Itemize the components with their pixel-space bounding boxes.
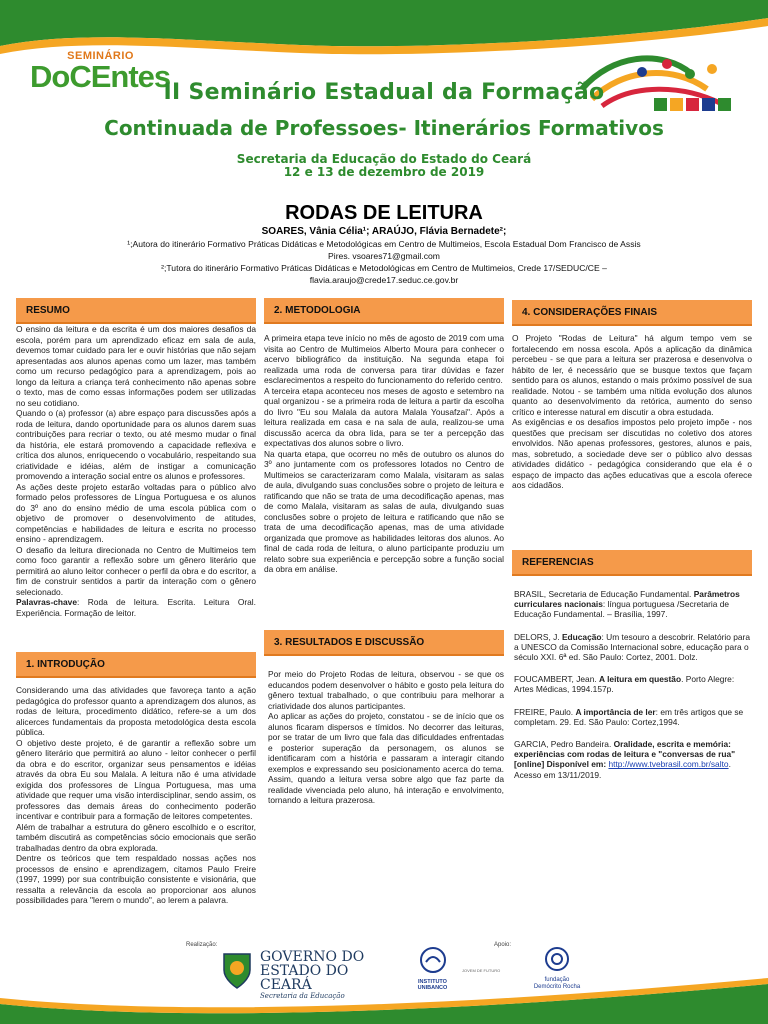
- docentes-wordmark: DoCEntes: [30, 59, 171, 94]
- inst-text-line1: INSTITUTO: [418, 979, 447, 985]
- references-list: [514, 589, 750, 792]
- realizacao-label: Realização:: [186, 942, 218, 948]
- jovem-de-futuro-label: JOVEM DE FUTURO: [462, 968, 501, 973]
- section-body-metodologia: [264, 333, 504, 575]
- affiliation-2-line2: flavia.araujo@crede17.seduc.ce.gov.br: [309, 275, 459, 285]
- fund-text-line1: fundação: [544, 977, 570, 983]
- section-heading-resumo: RESUMO: [16, 298, 256, 324]
- section-heading-referencias: REFERENCIAS: [512, 550, 752, 576]
- affiliation-1-line1: ¹;Autora do itinerário Formativo Práticas Didáticas e Metodológicas em Centro de Multimeios, Escola Estadual Dom Francisco de Assis: [127, 239, 641, 249]
- gov-text-line3: Secretaria da Educação: [260, 992, 345, 1000]
- affiliation-2-line1: ²;Tutora do itinerário Formativo Práticas Didáticas e Metodológicas em Centro de Multimeios, Crede 17/SEDUC/CE –: [161, 263, 607, 273]
- section-body-consideracoes: [512, 333, 752, 491]
- resumo-paragraph: O desafio da leitura direcionada no Centro de Multimeios tem como foco garantir a reflexão sobre um gênero literário que permitirá ao aluno leitor conhecer o perfil da obra e do escritor, a fim de construir sentidos a partir da interação com o gênero selecionado.: [16, 544, 256, 597]
- resultados-paragraph: Ao aplicar as ações do projeto, constatou - se de início que os alunos ficaram dispersos e tímidos. No decorrer das leituras, por se tratar de um livro que fala das dificuldades enfrentadas e posterior superação da personagem, os alunos se identificaram com a história e passaram a interagir citando exemplos e expressando seu posicionamento acerca do tema. Assim, quando a leitura versa sobre algo que faz parte da realidade vivenciada pelo aluno, há interação e envolvimento, tornando a leitura prazerosa.: [268, 711, 504, 805]
- event-subtitle-line1: Secretaria da Educação do Estado do Ceará: [236, 152, 532, 166]
- metodologia-paragraph: A primeira etapa teve início no mês de agosto de 2019 com uma visita ao Centro de Multimeios Alberto Moura para conhecer o acervo bibliográfico da instituição. Na segunda etapa foi realizada uma roda de conversa para tirar dúvidas e fazer esclarecimentos a respeito do funcionamento do referido centro.: [264, 333, 504, 385]
- section-heading-introducao: 1. INTRODUÇÃO: [16, 652, 256, 678]
- section-body-introducao: [16, 685, 256, 906]
- metodologia-paragraph: A terceira etapa aconteceu nos meses de agosto e setembro na qual organizou - se a primeira roda de leitura a partir da escolha do livro "Eu sou Malala da autora Malala Yousafzai". Após a leitura realizada em casa e na sala de aula, realizou-se uma discussão acerca da obra lida, para se ter a percepção das expectativas dos alunos sobre o livro.: [264, 385, 504, 448]
- metodologia-paragraph: Na quarta etapa, que ocorreu no mês de outubro os alunos do 3º ano juntamente com os professores lotados no Centro de Multimeios se caracterizaram como Malala, visitaram as salas de aula, divulgando suas conclusões sobre o projeto de leitura e ratificando que não se trata de uma decodificação apenas, mas de como Malala, visitaram as salas de aula, divulgando suas conclusões sobre o projeto de leitura e ratificando que não se trata de uma decodificação apenas, mas de uma atividade organizada que promove as habilidades leitoras dos alunos. Ao final de cada roda de leitura, o aluno participante produziu um relato sobre sua experiência e percepção sobre a função social da obra em análise.: [264, 448, 504, 574]
- resultados-paragraph: Por meio do Projeto Rodas de leitura, observou - se que os educandos podem desenvolver o hábito e gosto pela leitura do gênero textual trabalhado, o que contribuiu para melhorar a criatividade dos alunos participantes.: [268, 669, 504, 711]
- event-title-line2: Continuada de Professoes- Itinerários Formativos: [104, 116, 664, 140]
- reference-item: GARCIA, Pedro Bandeira. Oralidade, escrita e memória: experiências com rodas de leitura e "conversas de rua" [online] Disponível em: http://www.tvebrasil.com.br/salto. Acesso em 13/11/2019.: [514, 739, 736, 780]
- introducao-paragraph: Além de trabalhar a estrutura do gênero escolhido e o escritor, também discutirá as competências sócio emocionais que serão trabalhadas dentro da obra explorada.: [16, 821, 256, 853]
- seminario-docentes-logo: SEMINÁRIO DoCEntes: [30, 50, 171, 94]
- gov-text-line2: ESTADO DO CEARÁ: [260, 963, 349, 993]
- consideracoes-paragraph: O Projeto "Rodas de Leitura" há algum tempo vem se fortalecendo em nossa escola. Após a aplicação da dinâmica percebeu - se que para a leitura ser prazerosa e desenvolva o hábito de ler, é necessário que se busque textos que façam sentido para os alunos, estando o mais próximo possível de sua realidade. Notou - se também uma nítida evolução dos alunos quanto ao desenvolvimento da retórica, aumento do senso crítico e interesse natural em discutir a obra estudada.: [512, 333, 752, 417]
- introducao-paragraph: Considerando uma das atividades que favoreça tanto a ação pedagógica do professor quanto a aprendizagem dos alunos, as rodas de leitura, procedimento didático, refere-se a um dos alicerces fundamentais da proposta metodológica desta escola pública.: [16, 685, 256, 737]
- event-title-line1: II Seminário Estadual da Formação: [163, 80, 605, 105]
- reference-item: BRASIL, Secretaria de Educação Fundamental. Parâmetros curriculares nacionais: língua portuguesa /Secretaria de Educação Fundamental. – Brasília, 1997.: [514, 589, 740, 620]
- fund-text-line2: Demócrito Rocha: [533, 984, 581, 990]
- introducao-paragraph: Dentre os teóricos que tem respaldado nossas ações nos processos de ensino e aprendizagem, citamos Paulo Freire (1997, 1999) por sua contribuição consistente e visionária, que ressalta a relevância da escola ao proporcionar aos alunos possibilidades para "lerem o mundo", ao lerem a palavra.: [16, 853, 256, 905]
- event-subtitle-line2: 12 e 13 de dezembro de 2019: [283, 165, 485, 179]
- resumo-paragraph: O ensino da leitura e da escrita é um dos maiores desafios da escola, porém para um aprendizado eficaz em sala de aula, devemos tomar cuidado para ler e ouvir histórias que não sejam apresentadas aos alunos apenas como um lazer, mas também como um recurso pedagógico para a aprendizagem, pois ao longo da leitura a criança terá conhecimento não apenas sobre o texto, mas de como essas informações podem ser utilizadas no seu cotidiano.: [16, 324, 256, 408]
- consideracoes-paragraph: As exigências e os desafios impostos pelo projeto impõe - nos questões que precisam ser discutidas no coletivo dos atores envolvidos. Não apenas professores, gestores, alunos e pais, mas, sobretudo, a sociedade deve ser o público alvo dessas atividades didático - pedagógica considerando que ela é o espaço de impacto das ações educativas que a escola oferece aos cidadãos.: [512, 417, 752, 490]
- section-heading-resultados: 3. RESULTADOS E DISCUSSÃO: [264, 630, 504, 656]
- introducao-paragraph: O objetivo deste projeto, é de garantir a reflexão sobre um gênero literário que permitirá ao aluno - leitor conhecer o perfil da obra e do escritor, organizar seus pensamentos e idéias através da obra Eu sou Malala. A leitura não é uma atividade exigida dos professores de Língua Portuguesa, mas uma atividade que requer uma visão interdisciplinar, sendo assim, os professores das demais áreas do conhecimento poderão incentivar e contribuir para a formação de leitores competentes.: [16, 737, 256, 821]
- authors: SOARES, Vânia Célia¹; ARAÚJO, Flávia Bernadete²;: [261, 226, 507, 237]
- section-body-resultados: [268, 669, 504, 806]
- resumo-keywords: Palavras-chave: Roda de leitura. Escrita. Leitura Oral. Experiência. Formação de leitor.: [16, 597, 256, 618]
- paper-title: RODAS DE LEITURA: [285, 202, 483, 224]
- inst-text-line2: UNIBANCO: [417, 985, 448, 991]
- reference-item: DELORS, J. Educação: Um tesouro a descobrir. Relatório para a UNESCO da Comissão Internacional sobre, educação para o século XXI. 6ª ed. São Paulo: Cortez, 2001. Dolz.: [514, 631, 751, 663]
- resumo-paragraph: Quando o (a) professor (a) abre espaço para discussões após a roda de leitura, dando oportunidade para os alunos darem suas contribuições para recriar o texto, ou até mesmo mudar o final da história, ele estará promovendo a capacidade reflexiva e crítica dos alunos, enriquecendo o vocabulário, respeitando sua criatividade e idéias, além de instigar a comunicação promovendo a interação social entre os alunos e professores.: [16, 408, 256, 481]
- bottom-wave-decoration: [0, 974, 768, 1024]
- reference-item: FREIRE, Paulo. A importância de ler: em três artigos que se completam. 29. Ed. São Paulo: Cortez,1994.: [514, 706, 744, 727]
- gov-text-line1: GOVERNO DO: [260, 949, 365, 965]
- fundacao-icon: [542, 946, 572, 972]
- instituto-unibanco-icon: [418, 946, 448, 974]
- section-heading-consideracoes: 4. CONSIDERAÇÕES FINAIS: [512, 300, 752, 326]
- section-heading-metodologia: 2. METODOLOGIA: [264, 298, 504, 324]
- section-body-resumo: [16, 324, 256, 618]
- reference-item: FOUCAMBERT, Jean. A leitura em questão. Porto Alegre: Artes Médicas, 1994.157p.: [514, 674, 735, 695]
- apoio-label: Apoio:: [494, 942, 512, 948]
- resumo-paragraph: As ações deste projeto estarão voltadas para o público alvo formado pelos professores de Língua Portuguesa e os alunos do 3º ano do ensino médio de uma escola pública com o objetivo de promover o desenvolvimento de atitudes, competências e habilidades de leitura e escrita no processo ensino - aprendizagem.: [16, 481, 256, 544]
- affiliation-1-line2: Pires. vsoares71@gmail.com: [328, 251, 440, 261]
- reference-link[interactable]: http://www.tvebrasil.com.br/salto: [608, 759, 729, 770]
